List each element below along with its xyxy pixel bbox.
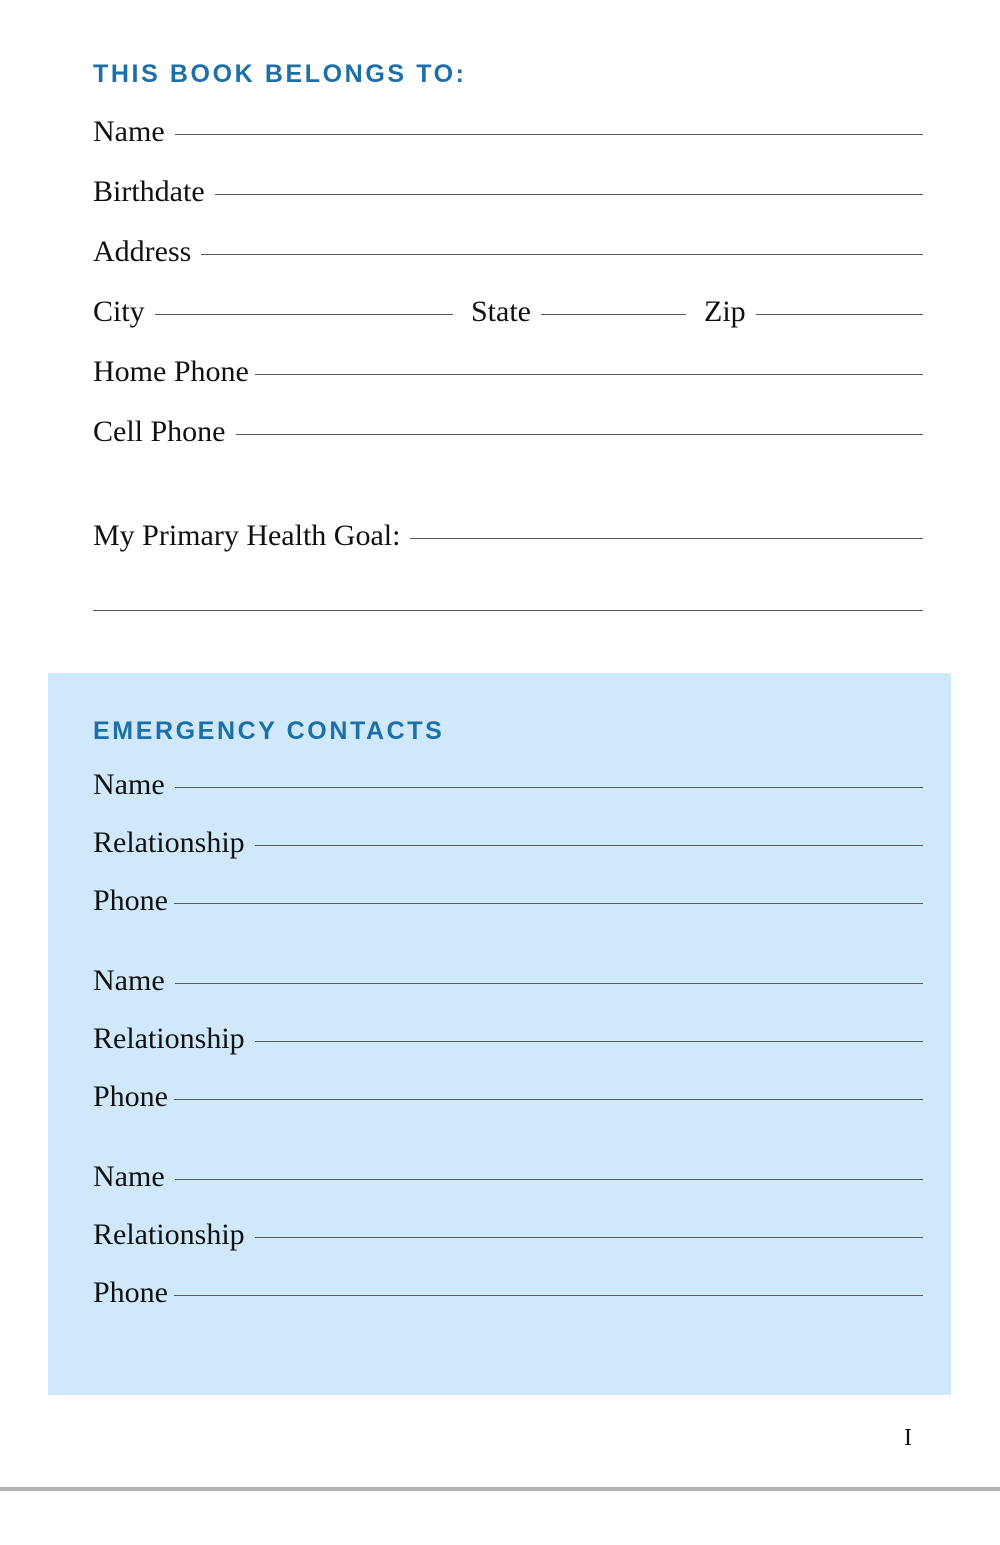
field-city-state-zip [93,295,923,339]
emergency-contacts-section [48,673,951,1395]
field-label-primary-health-goal: My Primary Health Goal: [93,519,401,552]
write-line-address[interactable] [201,253,923,255]
write-line-name[interactable] [175,133,923,135]
field-contact-name [93,1160,923,1204]
field-label-contact-name: Name [93,1160,165,1193]
page-number: I [904,1425,912,1451]
emergency-contact-block [93,768,923,928]
field-label-state: State [471,295,531,328]
field-label-home-phone: Home Phone [93,355,249,388]
field-label-address: Address [93,235,192,268]
field-birthdate [93,175,923,219]
field-contact-phone [93,884,923,928]
footer-divider [0,1487,1000,1491]
write-line-cell-phone[interactable] [236,433,924,435]
field-contact-phone [93,1080,923,1124]
field-label-city: City [93,295,145,328]
field-contact-relationship [93,826,923,870]
field-label-contact-phone: Phone [93,1276,168,1309]
field-contact-relationship [93,1022,923,1066]
field-name [93,115,923,159]
field-label-birthdate: Birthdate [93,175,205,208]
write-line-birthdate[interactable] [215,193,923,195]
write-line-contact-phone[interactable] [174,1294,923,1296]
field-contact-phone [93,1276,923,1320]
write-line-contact-name[interactable] [175,982,923,984]
write-line-primary-health-goal[interactable] [410,537,923,539]
field-primary-health-goal [93,519,923,563]
emergency-contacts-heading: EMERGENCY CONTACTS [93,717,445,745]
write-line-contact-relationship[interactable] [255,844,923,846]
write-line-contact-phone[interactable] [174,902,923,904]
write-line-home-phone[interactable] [255,373,923,375]
field-contact-name [93,964,923,1008]
field-label-contact-name: Name [93,768,165,801]
field-label-name: Name [93,115,165,148]
field-label-contact-phone: Phone [93,884,168,917]
write-line-contact-name[interactable] [175,1178,923,1180]
belongs-to-section [93,60,923,611]
field-label-zip: Zip [704,295,746,328]
write-line-zip[interactable] [756,313,923,315]
field-label-contact-relationship: Relationship [93,1218,245,1251]
write-line-state[interactable] [541,313,686,315]
field-label-contact-name: Name [93,964,165,997]
write-line-contact-relationship[interactable] [255,1236,923,1238]
belongs-to-heading: THIS BOOK BELONGS TO: [93,60,467,88]
field-label-contact-relationship: Relationship [93,826,245,859]
write-line-contact-relationship[interactable] [255,1040,923,1042]
field-label-cell-phone: Cell Phone [93,415,226,448]
field-cell-phone [93,415,923,459]
field-address [93,235,923,279]
field-contact-name [93,768,923,812]
write-line-contact-phone[interactable] [174,1098,923,1100]
field-contact-relationship [93,1218,923,1262]
emergency-contact-block [93,964,923,1124]
write-line-contact-name[interactable] [175,786,923,788]
field-home-phone [93,355,923,399]
emergency-contact-block [93,1160,923,1320]
write-line-city[interactable] [155,313,453,315]
field-label-contact-phone: Phone [93,1080,168,1113]
field-label-contact-relationship: Relationship [93,1022,245,1055]
write-line-primary-health-goal-continued[interactable] [93,609,923,611]
